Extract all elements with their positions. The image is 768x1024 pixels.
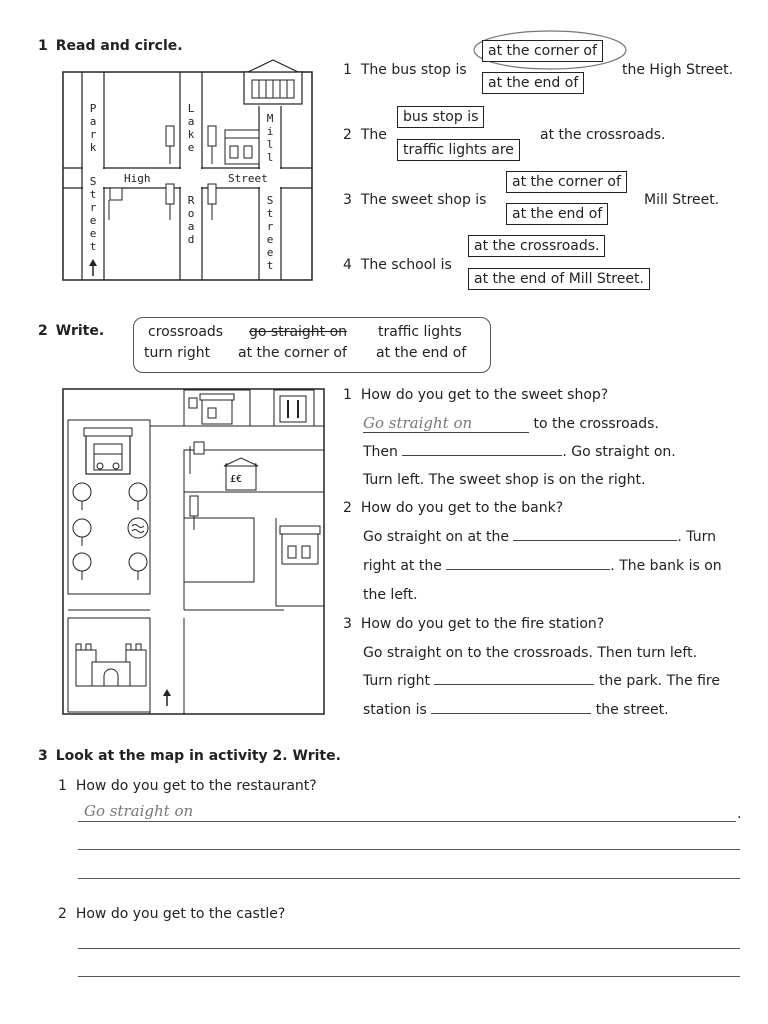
option-box[interactable]: at the end of	[482, 72, 584, 94]
answer-blank[interactable]	[513, 540, 677, 541]
ex2-q2-line1: Go straight on at the . Turn	[363, 529, 717, 545]
high-street-label: High	[124, 172, 151, 185]
sentence-end: Mill Street.	[644, 192, 720, 208]
street-map-1	[62, 58, 314, 282]
lake-road-letter: o	[187, 207, 195, 220]
mill-street-letter: S	[266, 194, 274, 207]
ex2-q3: 3 How do you get to the fire station?	[343, 616, 605, 632]
ex1-item-1: 1 The bus stop is	[343, 62, 467, 78]
lake-road-letter: d	[187, 233, 195, 246]
sentence-end: the High Street.	[622, 62, 734, 78]
park-street-letter: t	[89, 240, 97, 253]
exercise-number: 1	[38, 38, 48, 54]
exercise-title: Write.	[55, 323, 105, 339]
exercise-number: 2	[38, 323, 48, 339]
handwritten-answer: Go straight on	[84, 802, 194, 820]
writing-line[interactable]	[78, 948, 740, 949]
park-street-letter: k	[89, 141, 97, 154]
word: traffic lights	[378, 324, 462, 340]
option-box[interactable]: at the corner of	[506, 171, 627, 193]
ex3-q2: 2 How do you get to the castle?	[58, 906, 286, 922]
writing-line[interactable]	[78, 849, 740, 850]
option-box[interactable]: at the end of	[506, 203, 608, 225]
park-street-letter: e	[89, 227, 97, 240]
lake-road-letter: e	[187, 141, 195, 154]
ex2-q3-line1: Go straight on to the crossroads. Then turn left.	[363, 645, 698, 661]
word: at the end of	[376, 345, 467, 361]
bank-sign: £€	[230, 474, 243, 485]
option-box[interactable]: at the crossroads.	[468, 235, 605, 257]
mill-street-letter: e	[266, 233, 274, 246]
lake-road-letter: k	[187, 128, 195, 141]
exercise-1-heading	[38, 38, 183, 54]
park-street-letter: P	[89, 102, 97, 115]
bus-stop-icon	[189, 398, 197, 408]
pond-icon	[128, 518, 148, 538]
sweet-shop-icon	[200, 394, 234, 424]
lake-road-letter: L	[187, 102, 195, 115]
mill-street-letter: t	[266, 207, 274, 220]
word-crossed: go straight on	[249, 324, 348, 340]
mill-street-letter: t	[266, 259, 274, 272]
ex2-q3-line2: Turn right the park. The fire	[363, 673, 720, 689]
option-box[interactable]: at the end of Mill Street.	[468, 268, 650, 290]
answer-blank[interactable]	[402, 455, 562, 456]
park-street-letter: r	[89, 128, 97, 141]
ex2-q1: 1 How do you get to the sweet shop?	[343, 387, 609, 403]
ex3-q1: 1 How do you get to the restaurant?	[58, 778, 317, 794]
exercise-2-heading	[38, 323, 104, 339]
ex1-item-2: 2 The	[343, 127, 387, 143]
sentence-end: at the crossroads.	[540, 127, 666, 143]
mill-street-letter: l	[266, 138, 274, 151]
high-street-label: Street	[228, 172, 268, 185]
sweet-shop-icon	[225, 130, 259, 164]
school-icon	[244, 60, 302, 104]
answer-blank[interactable]	[434, 684, 594, 685]
park-street-letter: S	[89, 175, 97, 188]
option-box[interactable]: at the corner of	[482, 40, 603, 62]
park-street-letter: t	[89, 188, 97, 201]
mill-street-letter: l	[266, 151, 274, 164]
answer-blank[interactable]: Go straight on	[363, 414, 529, 433]
writing-line[interactable]	[78, 976, 740, 977]
writing-line[interactable]	[78, 821, 736, 822]
mill-street-letter: e	[266, 246, 274, 259]
house-icon	[280, 526, 320, 564]
exercise-title: Look at the map in activity 2. Write.	[55, 748, 341, 764]
park-street-letter: r	[89, 201, 97, 214]
street-map-2	[62, 388, 326, 716]
answer-blank[interactable]	[446, 569, 610, 570]
word: turn right	[144, 345, 211, 361]
ex2-q2-line2: right at the . The bank is on	[363, 558, 722, 574]
exercise-title: Read and circle.	[55, 38, 183, 54]
ex2-q2-line3: the left.	[363, 587, 418, 603]
option-box[interactable]: bus stop is	[397, 106, 484, 128]
ex2-q1-line1: Go straight on to the crossroads.	[363, 414, 659, 432]
lake-road-letter: R	[187, 194, 195, 207]
answer-blank[interactable]	[431, 713, 591, 714]
word-box	[133, 317, 491, 373]
word: crossroads	[148, 324, 224, 340]
word: at the corner of	[238, 345, 347, 361]
mill-street-letter: r	[266, 220, 274, 233]
writing-line[interactable]	[78, 878, 740, 879]
ex1-item-3: 3 The sweet shop is	[343, 192, 487, 208]
mill-street-letter: M	[266, 112, 274, 125]
lake-road-letter: a	[187, 220, 195, 233]
restaurant-icon	[280, 396, 306, 422]
option-box[interactable]: traffic lights are	[397, 139, 520, 161]
park-street-letter: e	[89, 214, 97, 227]
mill-street-letter: i	[266, 125, 274, 138]
fire-station-icon	[84, 428, 132, 474]
ex2-q1-line3: Turn left. The sweet shop is on the right.	[363, 472, 646, 488]
ex2-q2: 2 How do you get to the bank?	[343, 500, 564, 516]
exercise-number: 3	[38, 748, 48, 764]
exercise-3-heading	[38, 748, 341, 764]
ex2-q3-line3: station is the street.	[363, 702, 669, 718]
park-street-letter: a	[89, 115, 97, 128]
line-end-period: .	[737, 806, 742, 822]
ex1-item-4: 4 The school is	[343, 257, 452, 273]
lake-road-letter: a	[187, 115, 195, 128]
ex2-q1-line2: Then . Go straight on.	[363, 444, 676, 460]
